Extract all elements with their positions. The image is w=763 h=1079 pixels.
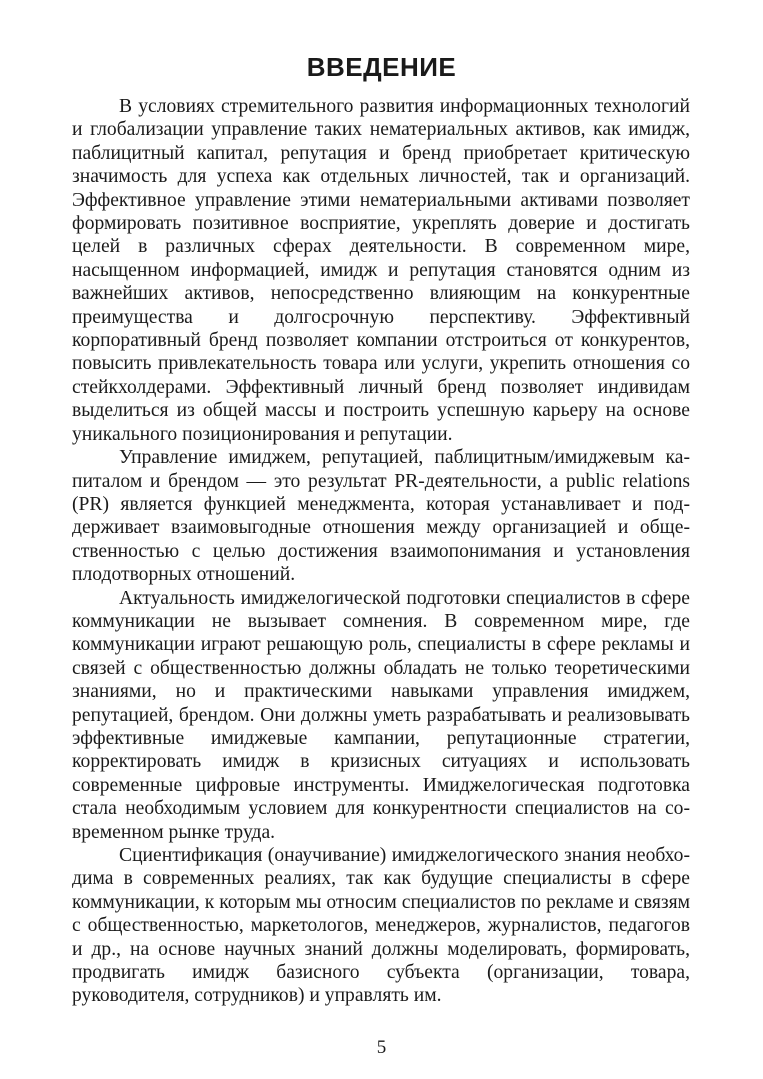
paragraph-2: Управление имиджем, репутацией, паблицитным/имиджевым капиталом и брендом — это результат PR-деятельности, а public relations (PR) является функцией менеджмента, которая устанавливает и поддерживает взаимовыгодные отношения между организацией и общественностью с целью достижения взаимопонимания и установления плодотворных отношений. — [72, 447, 690, 586]
paragraph-1: В условиях стремительного развития информационных технологий и глобализации управление таких нематериальных активов, как имидж, паблицитный капитал, репутация и бренд приобретает критическую значимость для успеха как отдельных личностей, так и организаций. Эффективное управление этими нематериальными активами позволяет формировать позитивное восприятие, укреплять доверие и достигать целей в различных сферах деятельности. В современном мире, насыщенном информацией, имидж и репутация становятся одним из важнейших активов, непосредственно влияющим на конкурентные преимущества и долгосрочную перспективу. Эффективный корпоративный бренд позволяет компании отстроиться от конкурентов, повысить привлекательность товара или услуги, укрепить отношения со стейкхолдерами. Эффективный личный бренд позволяет индивидам выделиться из общей массы и построить успешную карьеру на основе уникального позиционирования и репутации. — [72, 96, 690, 445]
paragraph-4: Сциентификация (онаучивание) имиджелогического знания необходима в современных реалиях, так как будущие специалисты в сфере коммуникации, к которым мы относим специалистов по рекламе и связям с общественностью, маркетологов, менеджеров, журналистов, педагогов и др., на основе научных знаний должны моделировать, формировать, продвигать имидж базисного субъекта (организации, товара, руководителя, сотрудников) и управлять им. — [72, 845, 690, 1007]
page-number: 5 — [376, 1037, 387, 1058]
chapter-title: ВВЕДЕНИЕ — [306, 52, 457, 82]
paragraph-3: Актуальность имиджелогической подготовки специалистов в сфере коммуникации не вызывает сомнения. В современном мире, где коммуникации играют решающую роль, специалисты в сфере рекламы и связей с общественностью должны обладать не только теоретическими знаниями, но и практическими навыками управления имиджем, репутацией, брендом. Они должны уметь разрабатывать и реализовывать эффективные имиджевые кампании, репутационные стратегии, корректировать имидж в кризисных ситуациях и использовать современные цифровые инструменты. Имиджелогическая подготовка стала необходимым условием для конкурентности специалистов на современном рынке труда. — [72, 587, 690, 843]
chapter-body — [72, 95, 690, 1008]
